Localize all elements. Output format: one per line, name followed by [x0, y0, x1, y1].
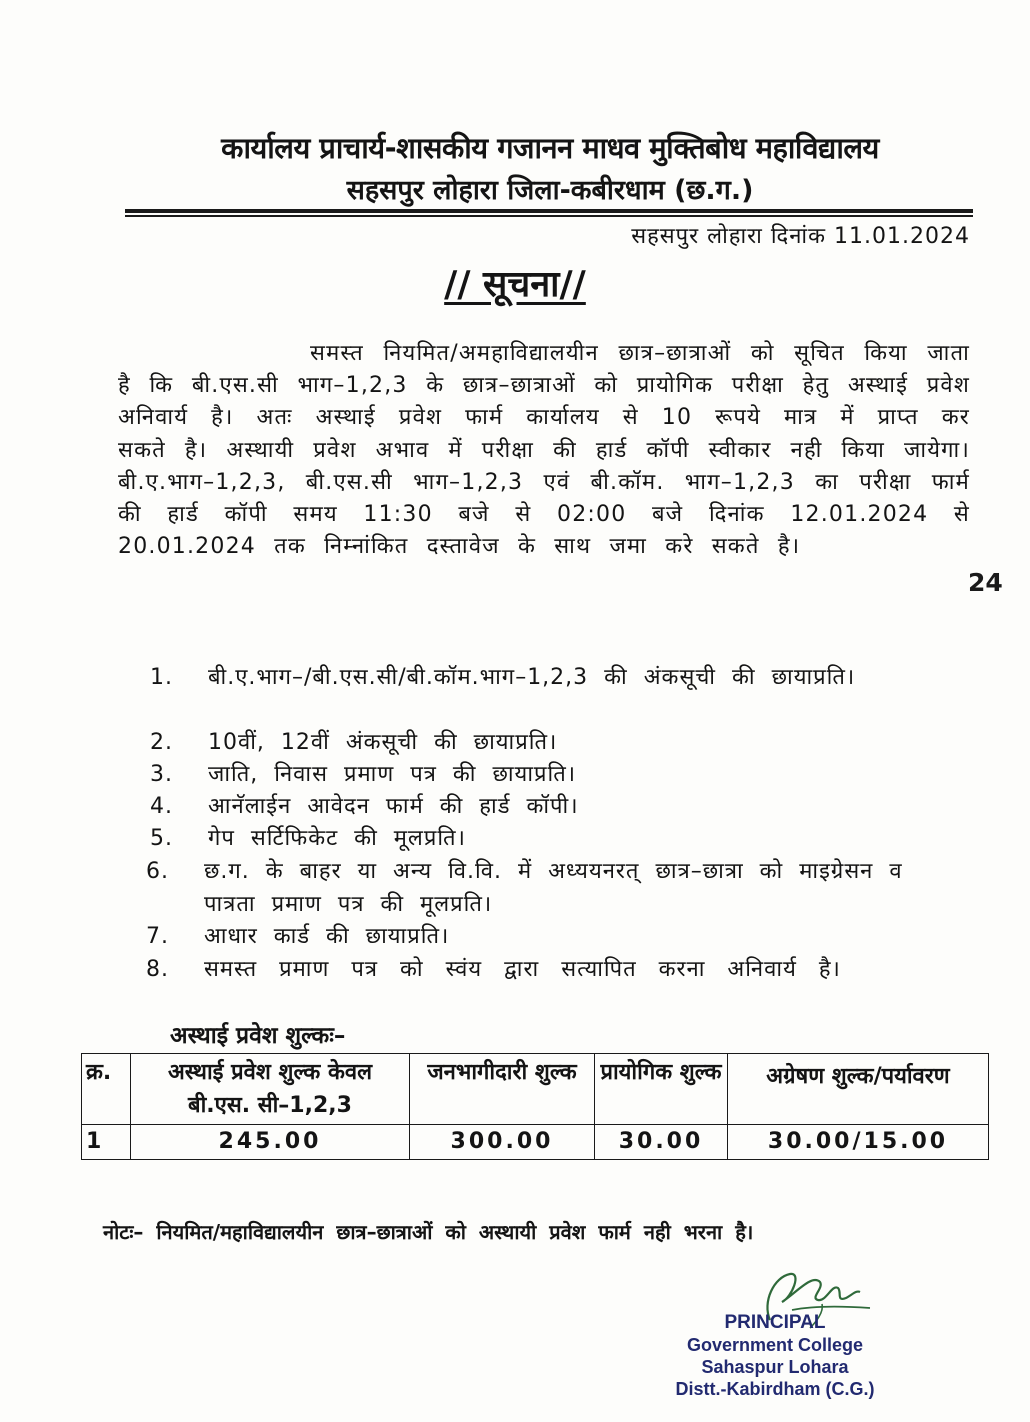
- document-item-2: [150, 727, 970, 760]
- col-practical-header: प्रायोगिक शुल्क: [595, 1054, 728, 1125]
- document-item-6: [146, 856, 966, 922]
- item-text: जाति, निवास प्रमाण पत्र की छायाप्रति।: [208, 762, 577, 787]
- header-rule-thick: [125, 209, 973, 213]
- notice-body: समस्त नियमित/अमहाविद्यालयीन छात्र–छात्राओं को सूचित किया जाता है कि बी.एस.सी भाग–1,2,3 के छात्र–छात्राओं को प्रायोगिक परीक्षा हेतु अस्थाई प्रवेश अनिवार्य है। अतः अस्थाई प्रवेश फार्म कार्यालय से 10 रूपये मात्र में प्राप्त कर सकते है। अस्थायी प्रवेश अभाव में परीक्षा की हार्ड कॉपी स्वीकार नही किया जायेगा। बी.ए.भाग–1,2,3, बी.एस.सी भाग–1,2,3 एवं बी.कॉम. भाग–1,2,3 का परीक्षा फार्म की हार्ड कॉपी समय 11:30 बजे से 02:00 बजे दिनांक 12.01.2024 से 20.01.2024 तक निम्नांकित दस्तावेज के साथ जमा करे सकते है।: [118, 341, 970, 560]
- notice-title: // सूचना//: [444, 264, 586, 305]
- item-text: आधार कार्ड की छायाप्रति।: [204, 924, 450, 949]
- item-text: बी.ए.भाग–/बी.एस.सी/बी.कॉम.भाग–1,2,3 की अंकसूची की छायाप्रति।: [208, 665, 856, 690]
- item-number: 2.: [150, 730, 173, 755]
- document-item-5: [150, 823, 970, 856]
- seal-place: Sahaspur Lohara: [701, 1357, 849, 1377]
- note: नोटः– नियमित/महाविद्यालयीन छात्र–छात्राओं को अस्थायी प्रवेश फार्म नही भरना है।: [103, 1220, 754, 1244]
- col-admission-fee-header: अस्थाई प्रवेश शुल्क केवल बी.एस. सी–1,2,3: [131, 1054, 410, 1125]
- header-rule-thin: [125, 215, 973, 217]
- item-text: छ.ग. के बाहर या अन्य वि.वि. में अध्ययनरत् छात्र–छात्रा को माइग्रेसन व पात्रता प्रमाण पत्र की मूलप्रति।: [204, 859, 903, 917]
- cell-practical: 30.00: [595, 1125, 728, 1160]
- office-header: कार्यालय प्राचार्य-शासकीय गजानन माधव मुक्तिबोध महाविद्यालय: [221, 131, 879, 165]
- item-number: 3.: [150, 762, 173, 787]
- handwritten-correction: 24: [968, 568, 1003, 597]
- item-number: 8.: [146, 957, 169, 982]
- item-number: 6.: [146, 859, 169, 884]
- cell-serial: 1: [82, 1125, 131, 1160]
- document-item-8: [146, 954, 966, 1020]
- cell-janbhagidari: 300.00: [410, 1125, 595, 1160]
- document-item-7: [146, 921, 966, 954]
- item-text: आनॅलाईन आवेदन फार्म की हार्ड कॉपी।: [208, 794, 579, 819]
- item-number: 5.: [150, 826, 173, 851]
- fee-table-row: [82, 1125, 989, 1160]
- col-janbhagidari-header: जनभागीदारी शुल्क: [410, 1054, 595, 1125]
- office-address: सहसपुर लोहारा जिला-कबीरधाम (छ.ग.): [346, 175, 754, 206]
- item-text: समस्त प्रमाण पत्र को स्वंय द्वारा सत्यापित करना अनिवार्य है।: [204, 957, 841, 982]
- seal-college: Government College: [686, 1335, 864, 1355]
- col-serial-header: क्र.: [82, 1054, 131, 1125]
- document-item-4: [150, 791, 970, 824]
- document-item-1: [150, 662, 970, 728]
- cell-admission-fee: 245.00: [131, 1125, 410, 1160]
- item-text: गेप सर्टिफिकेट की मूलप्रति।: [208, 826, 466, 851]
- seal-title: PRINCIPAL: [724, 1312, 826, 1333]
- item-number: 7.: [146, 924, 169, 949]
- principal-seal: [650, 1312, 900, 1400]
- col-forwarding-header: अग्रेषण शुल्क/पर्यावरण: [728, 1054, 989, 1125]
- item-text: 10वीं, 12वीं अंकसूची की छायाप्रति।: [208, 730, 558, 755]
- fee-table-header-row: [82, 1054, 989, 1125]
- item-number: 4.: [150, 794, 173, 819]
- seal-district: Distt.-Kabirdham (C.G.): [675, 1379, 875, 1399]
- document-item-3: [150, 759, 970, 792]
- fee-heading: अस्थाई प्रवेश शुल्कः–: [170, 1023, 346, 1049]
- place-date: सहसपुर लोहारा दिनांक 11.01.2024: [631, 224, 970, 249]
- cell-forwarding: 30.00/15.00: [728, 1125, 989, 1160]
- item-number: 1.: [150, 665, 173, 690]
- fee-table: [81, 1053, 989, 1160]
